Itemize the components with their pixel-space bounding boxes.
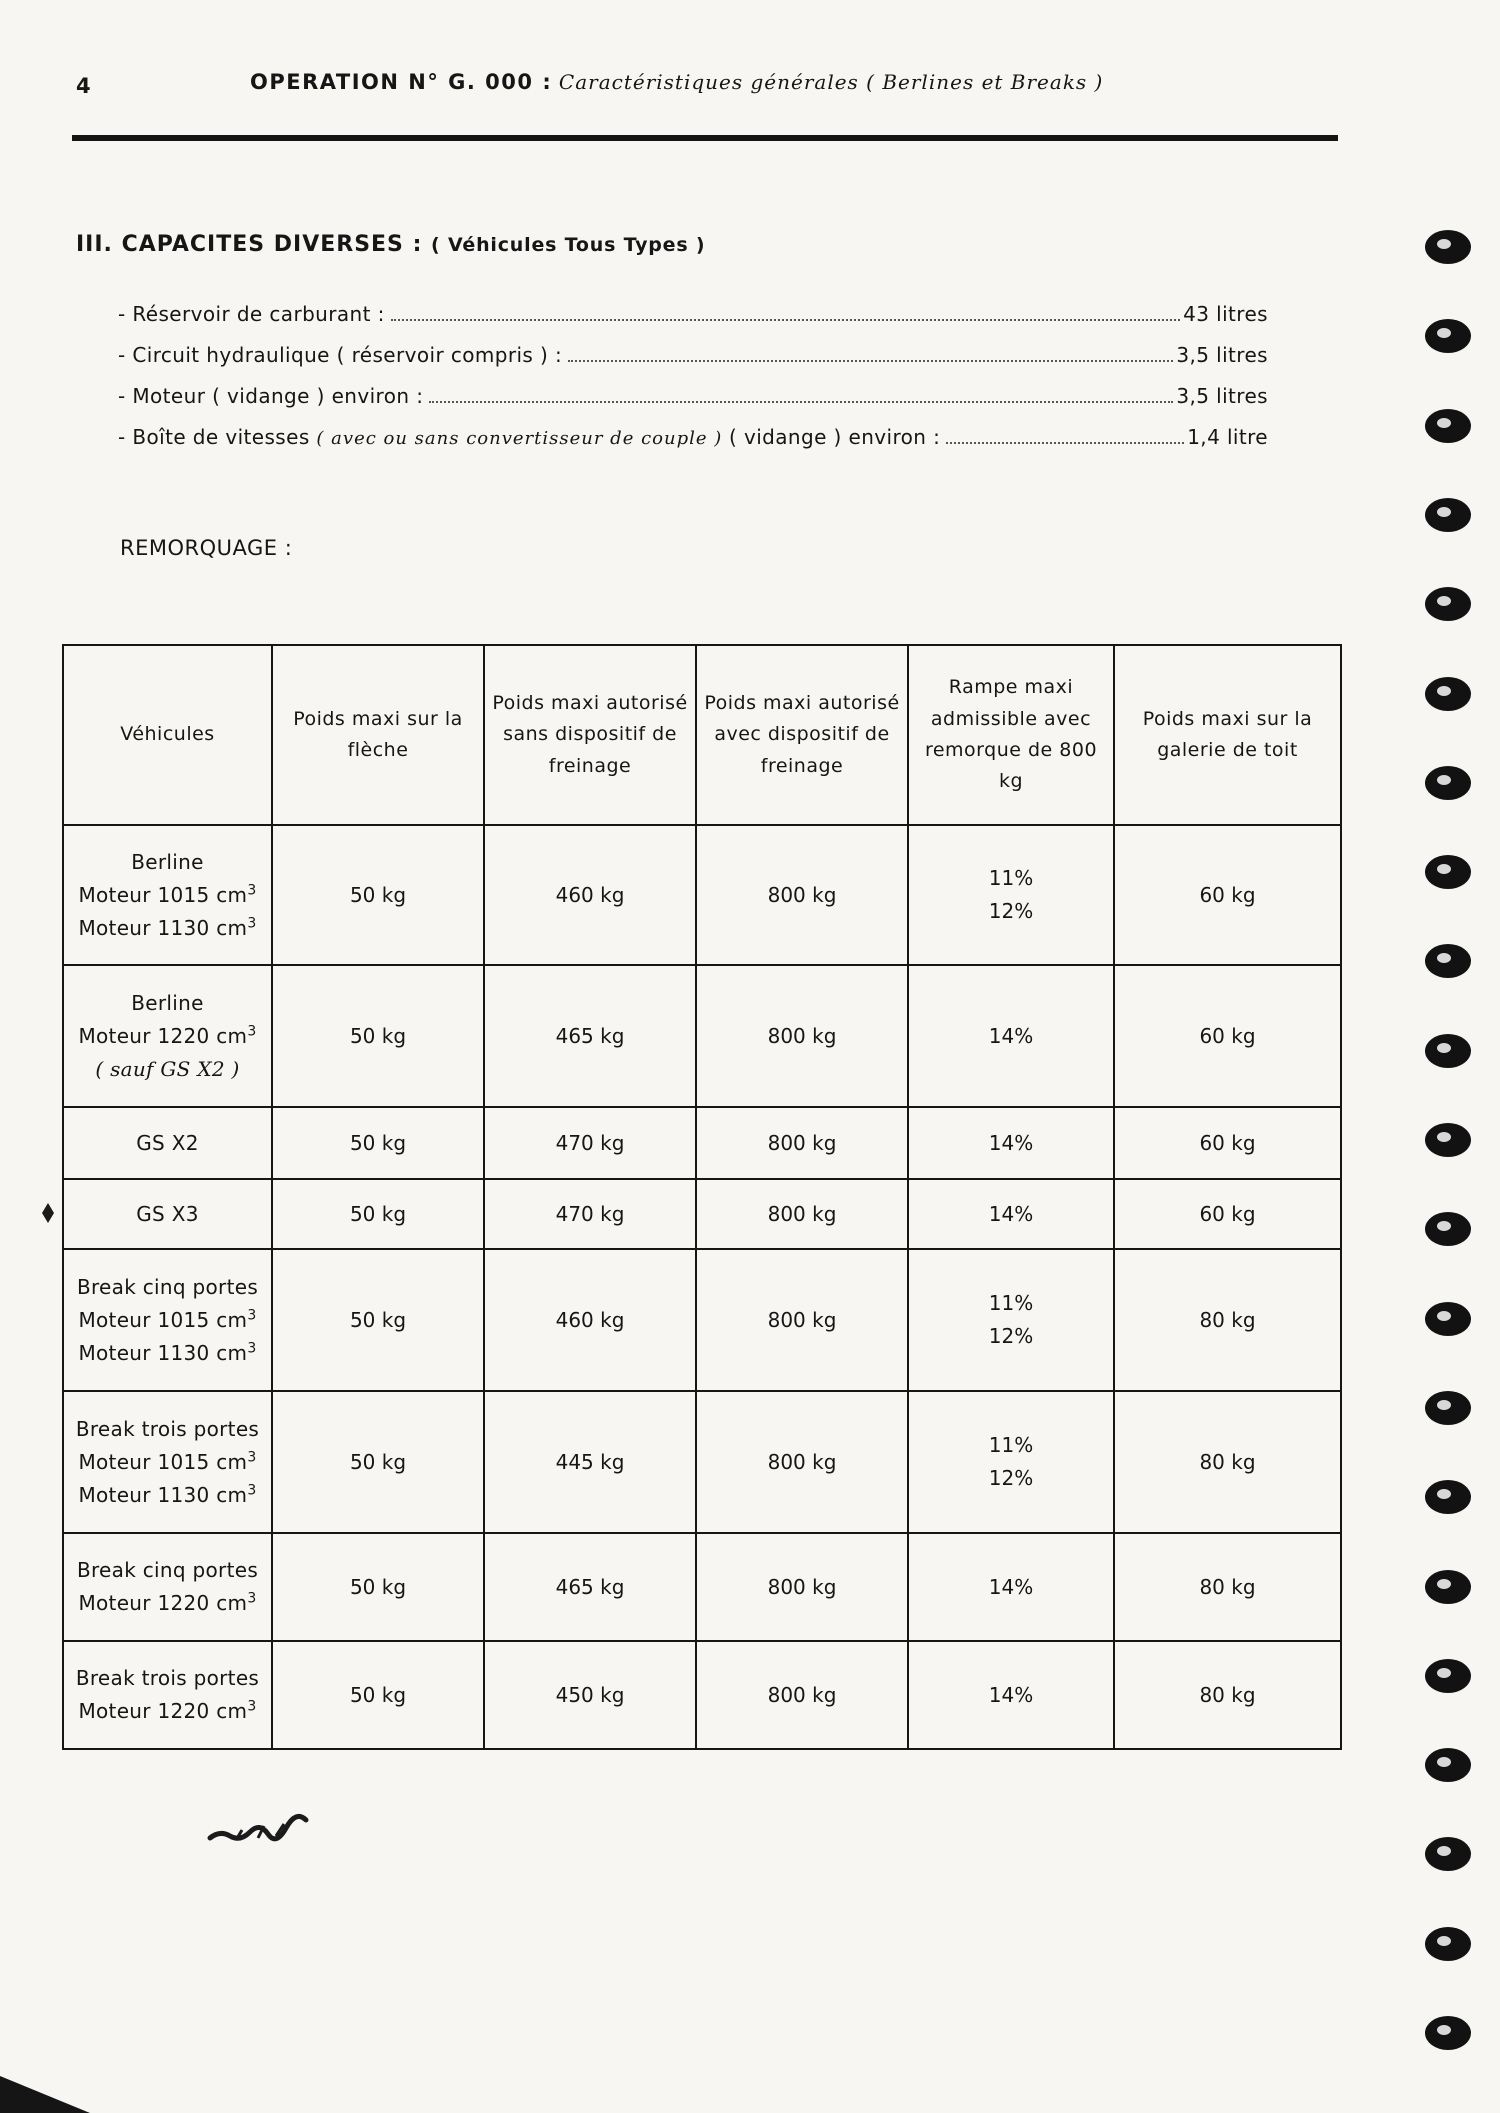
avec-frein-cell: 800 kg: [696, 1641, 908, 1749]
engine-line: Moteur 1130 $cm^3$: [78, 1339, 257, 1365]
dot-leader: [946, 442, 1184, 444]
towing-table: [62, 644, 1342, 1750]
punch-hole-icon: [1423, 1120, 1473, 1160]
section-title: [76, 232, 705, 257]
rampe-cell: [908, 825, 1114, 965]
table-row: [63, 1179, 1341, 1249]
avec-frein-cell: 800 kg: [696, 965, 908, 1107]
vehicle-note: ( sauf GS X2 ): [95, 1056, 240, 1081]
punch-hole-icon: [1423, 1567, 1473, 1607]
vehicle-cell: [63, 825, 272, 965]
punch-hole-icon: [1423, 852, 1473, 892]
vehicle-name: Break cinq portes: [76, 1274, 259, 1299]
galerie-cell: 60 kg: [1114, 1179, 1341, 1249]
engine-line: Moteur 1130 $cm^3$: [78, 1481, 257, 1507]
capacity-value: 43 litres: [1183, 302, 1268, 326]
punch-hole-icon: [1423, 1209, 1473, 1249]
margin-marker-icon: [41, 1202, 55, 1224]
vehicle-cell: [63, 1249, 272, 1391]
table-row: [63, 825, 1341, 965]
galerie-cell: 80 kg: [1114, 1533, 1341, 1641]
galerie-cell: 60 kg: [1114, 965, 1341, 1107]
punch-hole-icon: [1423, 763, 1473, 803]
engine-line: Moteur 1220 $cm^3$: [78, 1590, 257, 1615]
sans-frein-cell: 465 kg: [484, 965, 696, 1107]
punch-hole-icon: [1423, 1299, 1473, 1339]
capacity-hydraulic-circuit: [118, 343, 1268, 384]
towing-title: REMORQUAGE :: [120, 536, 293, 560]
capacity-label: - Réservoir de carburant :: [118, 302, 385, 326]
table-row: [63, 1391, 1341, 1533]
rampe-cell: [908, 1391, 1114, 1533]
sans-frein-cell: 445 kg: [484, 1391, 696, 1533]
vehicle-cell: GS X2: [63, 1107, 272, 1179]
table-row: [63, 1641, 1341, 1749]
sans-frein-cell: 465 kg: [484, 1533, 696, 1641]
capacity-label-italic: ( avec ou sans convertisseur de couple ): [316, 428, 723, 449]
fleche-cell: 50 kg: [272, 1179, 484, 1249]
sans-frein-cell: 450 kg: [484, 1641, 696, 1749]
sans-frein-cell: 460 kg: [484, 1249, 696, 1391]
engine-line: Moteur 1015 $cm^3$: [78, 881, 257, 907]
engine-line: Moteur 1220 $cm^3$: [78, 1022, 257, 1048]
punch-hole-icon: [1423, 2013, 1473, 2053]
capacity-label-start: - Boîte de vitesses: [118, 425, 310, 449]
avec-frein-cell: 800 kg: [696, 1249, 908, 1391]
vehicle-name: Break trois portes: [75, 1666, 260, 1690]
header-cell: Poids maxi sur la galerie de toit: [1114, 645, 1341, 825]
header-cell: Poids maxi autorisé sans dispositif de freinage: [484, 645, 696, 825]
galerie-cell: 80 kg: [1114, 1249, 1341, 1391]
corner-shadow-icon: [0, 2070, 90, 2113]
header-cell: Poids maxi autorisé avec dispositif de freinage: [696, 645, 908, 825]
towing-table-container: [62, 644, 1340, 1750]
rampe-cell: 14%: [908, 965, 1114, 1107]
rampe-cell: 14%: [908, 1179, 1114, 1249]
rampe-cell: 14%: [908, 1107, 1114, 1179]
vehicle-name: Berline: [131, 990, 204, 1015]
punch-hole-icon: [1423, 1834, 1473, 1874]
table-row: [63, 1107, 1341, 1179]
table-row: [63, 965, 1341, 1107]
avec-frein-cell: 800 kg: [696, 1107, 908, 1179]
engine-line: Moteur 1015 $cm^3$: [78, 1448, 257, 1474]
engine-line: Moteur 1130 $cm^3$: [78, 914, 257, 940]
sans-frein-cell: 460 kg: [484, 825, 696, 965]
rampe-value: 11%: [988, 866, 1034, 890]
engine-line: Moteur 1015 $cm^3$: [78, 1306, 257, 1332]
dot-leader: [429, 401, 1173, 403]
sans-frein-cell: 470 kg: [484, 1179, 696, 1249]
table-header-row: [63, 645, 1341, 825]
punch-hole-icon: [1423, 1745, 1473, 1785]
capacity-engine: [118, 384, 1268, 425]
punch-hole-icon: [1423, 316, 1473, 356]
punch-hole-icon: [1423, 1656, 1473, 1696]
rampe-cell: 14%: [908, 1641, 1114, 1749]
section-title-text: III. CAPACITES DIVERSES :: [76, 232, 423, 257]
page-header: [250, 70, 1103, 94]
avec-frein-cell: 800 kg: [696, 1533, 908, 1641]
rampe-value: 12%: [988, 1324, 1034, 1348]
header-cell: Poids maxi sur la flèche: [272, 645, 484, 825]
page-number: 4: [76, 74, 91, 98]
punch-hole-icon: [1423, 1388, 1473, 1428]
vehicle-name: Berline: [131, 849, 204, 874]
fleche-cell: 50 kg: [272, 965, 484, 1107]
section-subtitle: ( Véhicules Tous Types ): [431, 234, 706, 256]
rampe-value: 11%: [988, 1433, 1034, 1457]
capacity-fuel-tank: [118, 302, 1268, 343]
rampe-value: 12%: [988, 1466, 1034, 1490]
punch-hole-icon: [1423, 1031, 1473, 1071]
punch-hole-icon: [1423, 1477, 1473, 1517]
engine-line: Moteur 1220 $cm^3$: [78, 1698, 257, 1723]
sans-frein-cell: 470 kg: [484, 1107, 696, 1179]
operation-title: OPERATION N° G. 000 :: [250, 70, 553, 94]
table-row: [63, 1249, 1341, 1391]
fleche-cell: 50 kg: [272, 825, 484, 965]
fleche-cell: 50 kg: [272, 1249, 484, 1391]
punch-hole-icon: [1423, 941, 1473, 981]
rampe-cell: [908, 1249, 1114, 1391]
fleche-cell: 50 kg: [272, 1391, 484, 1533]
header-cell: Véhicules: [63, 645, 272, 825]
dot-leader: [568, 360, 1173, 362]
capacity-label: [118, 425, 940, 449]
capacity-gearbox: [118, 425, 1268, 466]
capacities-list: [118, 302, 1268, 466]
fleche-cell: 50 kg: [272, 1107, 484, 1179]
vehicle-name: Break trois portes: [75, 1416, 260, 1441]
punch-hole-icon: [1423, 1924, 1473, 1964]
punch-hole-icon: [1423, 495, 1473, 535]
galerie-cell: 60 kg: [1114, 825, 1341, 965]
galerie-cell: 80 kg: [1114, 1391, 1341, 1533]
capacity-value: 1,4 litre: [1187, 425, 1268, 449]
capacity-value: 3,5 litres: [1176, 384, 1268, 408]
galerie-cell: 60 kg: [1114, 1107, 1341, 1179]
rampe-value: 12%: [988, 899, 1034, 923]
vehicle-cell: GS X3: [63, 1179, 272, 1249]
header-cell: Rampe maxi admissible avec remorque de 800 kg: [908, 645, 1114, 825]
vehicle-cell: [63, 1641, 272, 1749]
capacity-label: - Moteur ( vidange ) environ :: [118, 384, 424, 408]
vehicle-name: Break cinq portes: [76, 1558, 259, 1582]
dot-leader: [391, 319, 1180, 321]
table-row: [63, 1533, 1341, 1641]
header-rule: [72, 135, 1338, 141]
punch-hole-icon: [1423, 227, 1473, 267]
vehicle-cell: [63, 1533, 272, 1641]
punch-hole-icon: [1423, 406, 1473, 446]
rampe-cell: 14%: [908, 1533, 1114, 1641]
punch-hole-icon: [1423, 674, 1473, 714]
avec-frein-cell: 800 kg: [696, 825, 908, 965]
avec-frein-cell: 800 kg: [696, 1391, 908, 1533]
fleche-cell: 50 kg: [272, 1533, 484, 1641]
galerie-cell: 80 kg: [1114, 1641, 1341, 1749]
capacity-value: 3,5 litres: [1176, 343, 1268, 367]
punch-hole-icon: [1423, 584, 1473, 624]
avec-frein-cell: 800 kg: [696, 1179, 908, 1249]
capacity-label-end: ( vidange ) environ :: [729, 425, 941, 449]
fleche-cell: 50 kg: [272, 1641, 484, 1749]
capacity-label: - Circuit hydraulique ( réservoir compris ) :: [118, 343, 563, 367]
rampe-value: 11%: [988, 1291, 1034, 1315]
ink-smudge-icon: [206, 1812, 316, 1846]
vehicle-cell: [63, 1391, 272, 1533]
header-subtitle: Caractéristiques générales ( Berlines et Breaks ): [558, 70, 1104, 94]
vehicle-cell: [63, 965, 272, 1107]
